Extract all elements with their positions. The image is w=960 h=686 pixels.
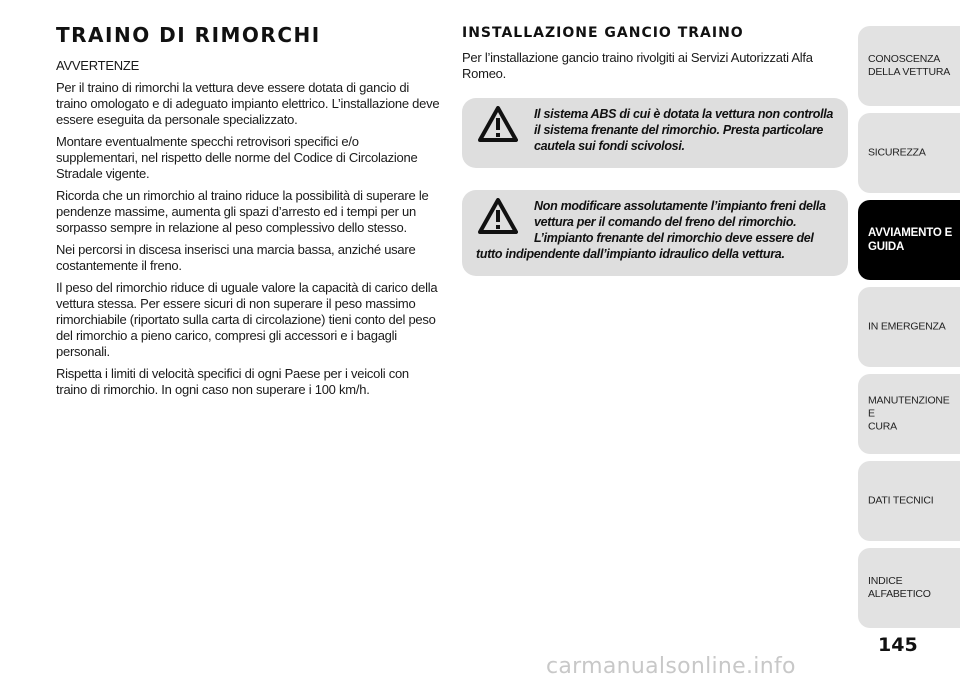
right-column xyxy=(462,24,848,298)
warning-heading: AVVERTENZE xyxy=(56,58,139,73)
tab-label: AVVIAMENTO E GUIDA xyxy=(868,227,953,253)
tab-label: INDICE ALFABETICO xyxy=(868,575,931,600)
chapter-tabs xyxy=(858,26,960,635)
tab-label: DATI TECNICI xyxy=(868,494,934,507)
page-number: 145 xyxy=(878,634,918,656)
section-title-hitch-installation: INSTALLAZIONE GANCIO TRAINO xyxy=(462,25,744,41)
tab-in-emergenza[interactable] xyxy=(858,287,960,367)
paragraph-5: Il peso del rimorchio riduce di uguale valore la capacità di carico della vettura stessa. Per essere sicuri di non superare il peso massimo rimorchiabile (riportato sulla carta di circolazione) tieni conto del peso del rimorchio a pieno carico, compresi gli accessori e i bagagli personali. xyxy=(56,280,438,359)
tab-manutenzione-cura[interactable] xyxy=(858,374,960,454)
tab-label: MANUTENZIONE E CURA xyxy=(868,394,950,433)
hitch-intro-text: Per l’installazione gancio traino rivolgiti ai Servizi Autorizzati Alfa Romeo. xyxy=(462,50,813,81)
paragraph-1: Per il traino di rimorchi la vettura deve essere dotata di gancio di traino omologato e di adeguato impianto elettrico. L’installazione deve essere eseguita da personale specializzato. xyxy=(56,80,440,127)
paragraph-6: Rispetta i limiti di velocità specifici di ogni Paese per i veicoli con traino di rimorchio. In ogni caso non superare i 100 km/h. xyxy=(56,366,409,397)
warning-text-brakes-independent: L’impianto frenante del rimorchio deve essere del tutto indipendente dall’impianto idraulico della vettura. xyxy=(476,231,814,261)
tab-sicurezza[interactable] xyxy=(858,113,960,193)
paragraph-3: Ricorda che un rimorchio al traino riduce la possibilità di superare le pendenze massime, aumenta gli spazi d’arresto ed i tempi per un sorpasso sempre in relazione al peso complessivo dello stesso. xyxy=(56,188,429,235)
tab-label: SICUREZZA xyxy=(868,146,926,159)
warning-text-abs: Il sistema ABS di cui è dotata la vettura non controlla il sistema frenante del rimorchio. Presta particolare cautela sui fondi scivolosi. xyxy=(534,107,834,153)
warning-box-abs xyxy=(462,98,848,168)
left-column xyxy=(56,24,440,404)
watermark: carmanualsonline.info xyxy=(546,654,796,679)
tab-conoscenza-vettura[interactable] xyxy=(858,26,960,106)
warning-triangle-icon xyxy=(478,106,518,142)
tab-indice-alfabetico[interactable] xyxy=(858,548,960,628)
warning-box-brakes xyxy=(462,190,848,276)
tab-label: IN EMERGENZA xyxy=(868,320,946,333)
warning-triangle-icon xyxy=(478,198,518,234)
paragraph-2: Montare eventualmente specchi retrovisori specifici e/o supplementari, nel rispetto delle norme del Codice di Circolazione Stradale vigente. xyxy=(56,134,418,181)
section-title-towing: TRAINO DI RIMORCHI xyxy=(56,23,321,47)
tab-dati-tecnici[interactable] xyxy=(858,461,960,541)
warning-text-brakes-modify: Non modificare assolutamente l’impianto freni della vettura per il comando del freno del rimorchio. xyxy=(534,199,826,229)
paragraph-4: Nei percorsi in discesa inserisci una marcia bassa, anziché usare costantemente il freno. xyxy=(56,242,416,273)
tab-avviamento-guida[interactable] xyxy=(858,200,960,280)
tab-label: CONOSCENZA DELLA VETTURA xyxy=(868,53,951,78)
